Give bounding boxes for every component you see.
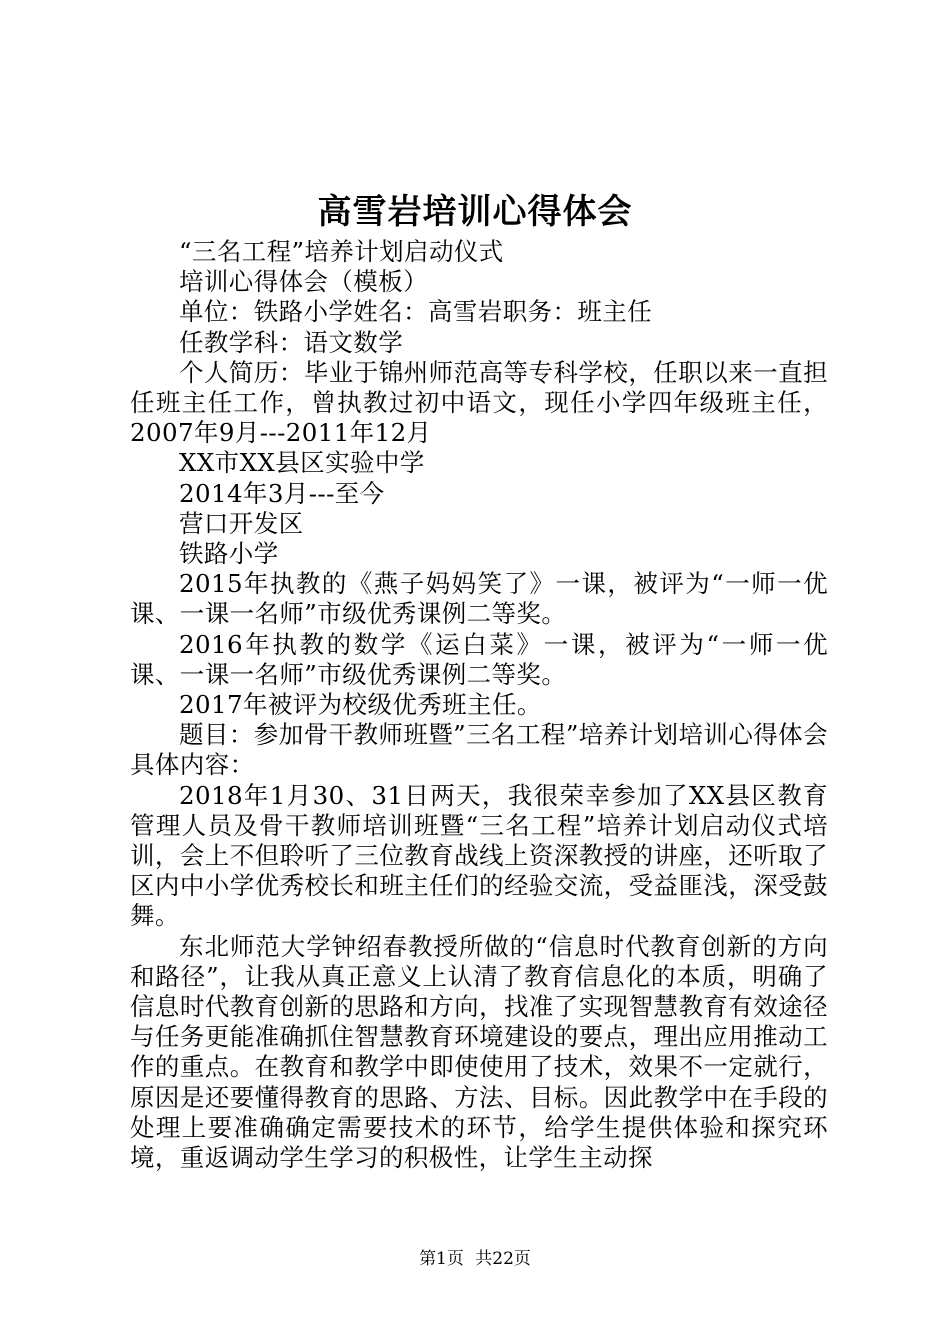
paragraph: 2014年3月---至今 (179, 478, 385, 508)
paragraph: 任教学科：语文数学 (179, 327, 404, 357)
paragraph: 铁路小学 (179, 539, 279, 569)
paragraph: XX市XX县区实验中学 (179, 448, 425, 478)
paragraph: 2018年1月30、31日两天，我很荣幸参加了XX县区教育管理人员及骨干教师培训班暨“三名工程”培养计划启动仪式培训，会上不但聆听了三位教育战线上资深教授的讲座，还听取了区内中小学优秀校长和班主任们的经验交流，受益匪浅，深受鼓舞。 (130, 780, 828, 931)
page-total: 共22页 (475, 1249, 531, 1269)
paragraph: “三名工程”培养计划启动仪式 (179, 237, 504, 266)
paragraph: 个人简历：毕业于锦州师范高等专科学校，任职以来一直担任班主任工作，曾执教过初中语文，现任小学四年级班主任，2007年9月---2011年12月 (130, 357, 828, 448)
document-body (130, 237, 828, 1173)
paragraph: 培训心得体会（模板） (179, 267, 428, 297)
document-title: 高雪岩培训心得体会 (317, 192, 633, 232)
paragraph: 营口开发区 (179, 508, 304, 538)
paragraph: 题目：参加骨干教师班暨”三名工程”培养计划培训心得体会具体内容： (130, 720, 828, 780)
page-number: 第1页 (419, 1249, 464, 1269)
paragraph: 东北师范大学钟绍春教授所做的“信息时代教育创新的方向和路径”，让我从真正意义上认清了教育信息化的本质，明确了信息时代教育创新的思路和方向，找准了实现智慧教育有效途径与任务更能准确抓住智慧教育环境建设的要点，理出应用推动工作的重点。在教育和教学中即使使用了技术，效果不一定就行，原因是还要懂得教育的思路、方法、目标。因此教学中在手段的处理上要准确确定需要技术的环节，给学生提供体验和探究环境，重返调动学生学习的积极性，让学生主动探 (130, 931, 828, 1173)
paragraph: 2015年执教的《燕子妈妈笑了》一课，被评为“一师一优课、一课一名师”市级优秀课例二等奖。 (130, 569, 828, 629)
paragraph: 2017年被评为校级优秀班主任。 (179, 690, 542, 720)
paragraph: 2016年执教的数学《运白菜》一课，被评为“一师一优课、一课一名师”市级优秀课例二等奖。 (130, 629, 828, 689)
paragraph: 单位：铁路小学姓名：高雪岩职务：班主任 (179, 297, 653, 327)
page-footer (0, 1244, 950, 1269)
